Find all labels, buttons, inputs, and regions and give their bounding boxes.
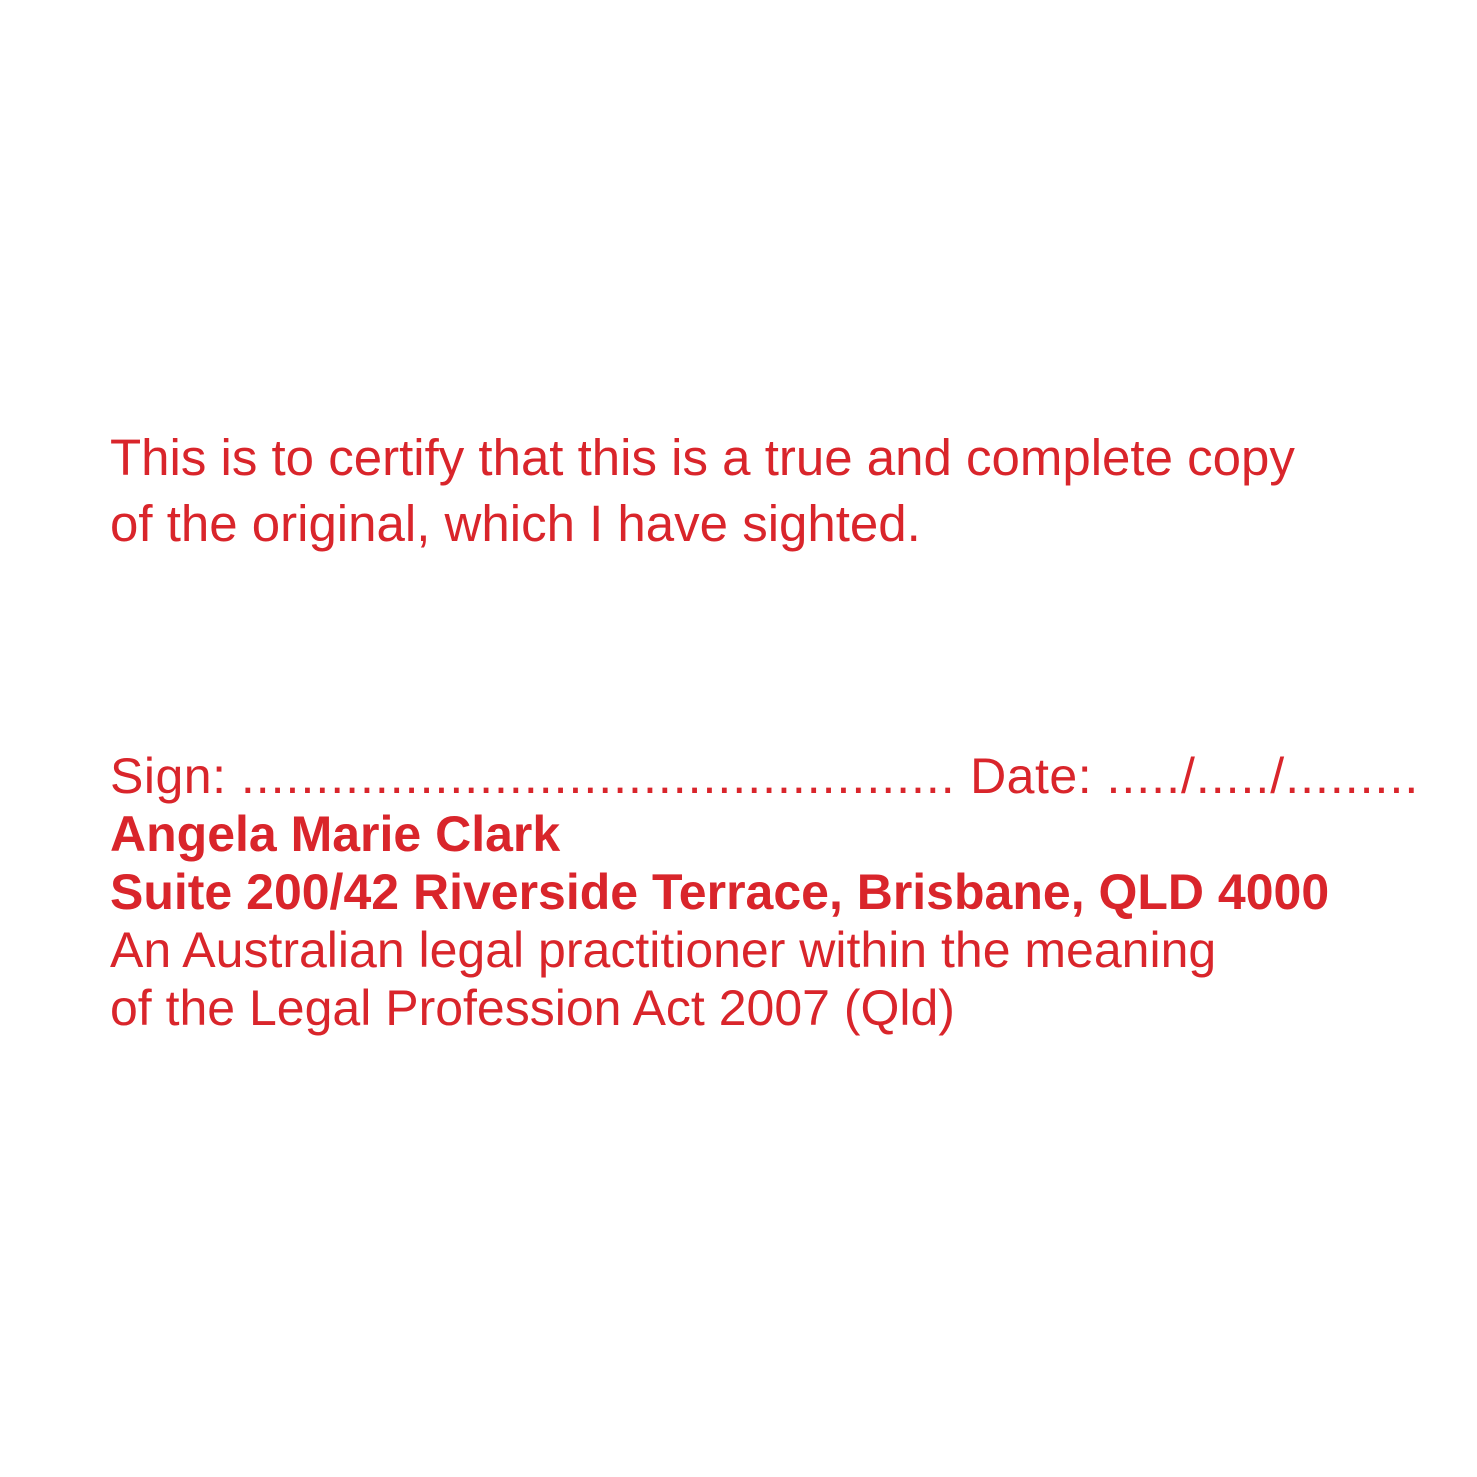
practitioner-address: Suite 200/42 Riverside Terrace, Brisbane, QLD 4000 — [110, 864, 1330, 920]
signature-dotted-line: ................................................ — [240, 748, 956, 804]
certify-line-1: This is to certify that this is a true and complete copy — [110, 429, 1295, 486]
practitioner-statement-line-2: of the Legal Profession Act 2007 (Qld) — [110, 980, 955, 1036]
date-dotted-line: ...../...../......... — [1106, 748, 1420, 804]
certification-statement — [110, 425, 1295, 557]
sign-date-line — [110, 747, 1419, 805]
practitioner-statement-line-1: An Australian legal practitioner within the meaning — [110, 922, 1217, 978]
practitioner-details — [110, 747, 1419, 1037]
practitioner-name: Angela Marie Clark — [110, 806, 561, 862]
date-label: Date: — [970, 748, 1093, 804]
certify-line-2: of the original, which I have sighted. — [110, 495, 921, 552]
sign-label: Sign: — [110, 748, 227, 804]
